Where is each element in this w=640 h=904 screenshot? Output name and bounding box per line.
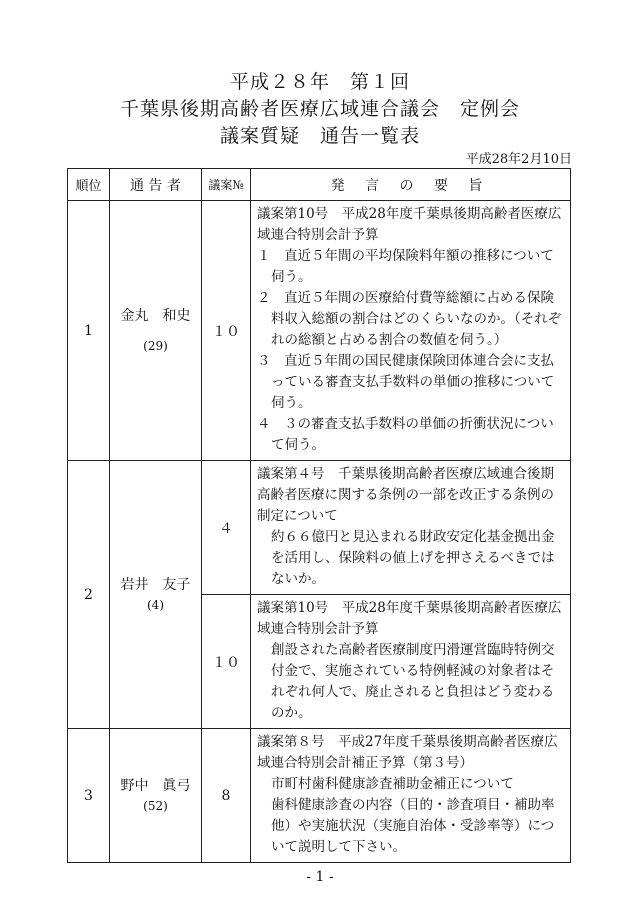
speaker-cell bbox=[110, 729, 202, 863]
summary-cell bbox=[251, 729, 571, 863]
title-assembly: 千葉県後期高齢者医療広域連合議会 定例会 bbox=[119, 98, 520, 120]
bill-cell: 8 bbox=[202, 729, 251, 863]
summary-cell bbox=[251, 461, 571, 595]
speaker-name: 野中 眞弓 bbox=[120, 777, 191, 794]
summary-line: 議案第４号 千葉県後期高齢者医療広域連合後期高齢者医療に関する条例の一部を改正する条例の制定について bbox=[257, 466, 554, 524]
col-header-order: 順位 bbox=[68, 169, 110, 201]
summary-cell bbox=[251, 595, 571, 729]
summary-line: 議案第10号 平成28年度千葉県後期高齢者医療広域連合特別会計予算 bbox=[257, 600, 562, 637]
bill-cell: １０ bbox=[202, 201, 251, 461]
speaker-number: (52) bbox=[143, 798, 168, 813]
summary-line: 議案第10号 平成28年度千葉県後期高齢者医療広域連合特別会計予算 bbox=[257, 206, 562, 243]
bill-cell: ４ bbox=[202, 461, 251, 595]
order-cell: 1 bbox=[68, 201, 110, 461]
bill-cell: １０ bbox=[202, 595, 251, 729]
summary-line: ４ ３の審査支払手数料の単価の折衝状況について伺う。 bbox=[257, 416, 554, 453]
summary-line: 創設された高齢者医療制度円滑運営臨時特例交付金で、実施されている特例軽減の対象者はそれぞれ何人で、廃止されると負担はどう変わるのか。 bbox=[271, 642, 555, 721]
summary-line: ２ 直近５年間の医療給付費等総額に占める保険料収入総額の割合はどのくらいなのか。（それぞれの総額と占める割合の数値を伺う。） bbox=[257, 290, 562, 348]
summary-cell bbox=[251, 201, 571, 461]
table-row bbox=[68, 729, 571, 863]
order-cell: 3 bbox=[68, 729, 110, 863]
document-date: 平成28年2月10日 bbox=[465, 152, 572, 167]
summary-line: １ 直近５年間の平均保険料年額の推移について伺う。 bbox=[257, 248, 554, 285]
title-session: 平成２８年 第１回 bbox=[229, 71, 410, 93]
summary-line: 歯科健康診査の内容（目的・診査項目・補助率他）や実施状況（実施自治体・受診率等）について説明して下さい。 bbox=[271, 797, 555, 855]
speaker-cell bbox=[110, 201, 202, 461]
summary-line: 約６６億円と見込まれる財政安定化基金拠出金を活用し、保険料の値上げを押さえるべきではないか。 bbox=[271, 529, 555, 587]
table-row bbox=[68, 201, 571, 461]
order-cell: 2 bbox=[68, 461, 110, 729]
title-list: 議案質疑 通告一覧表 bbox=[219, 125, 420, 147]
summary-line: 市町村歯科健康診査補助金補正について bbox=[271, 776, 514, 792]
table-header-row bbox=[68, 169, 571, 201]
summary-line: ３ 直近５年間の国民健康保険団体連合会に支払っている審査支払手数料の単価の推移について伺う。 bbox=[257, 353, 555, 411]
speaker-number: (4) bbox=[147, 597, 164, 612]
speaker-number: (29) bbox=[143, 338, 168, 353]
speaker-cell bbox=[110, 461, 202, 729]
speaker-name: 岩井 友子 bbox=[120, 576, 191, 593]
summary-line: 議案第８号 平成27年度千葉県後期高齢者医療広域連合特別会計補正予算（第３号） bbox=[257, 734, 558, 771]
notice-table bbox=[67, 168, 571, 863]
col-header-speaker: 通 告 者 bbox=[110, 169, 202, 201]
page-number: - 1 - bbox=[306, 869, 334, 885]
speaker-name: 金丸 和史 bbox=[120, 307, 191, 324]
col-header-bill: 議案№ bbox=[202, 169, 251, 201]
table-row bbox=[68, 461, 571, 595]
col-header-summary: 発 言 の 要 旨 bbox=[251, 169, 571, 201]
